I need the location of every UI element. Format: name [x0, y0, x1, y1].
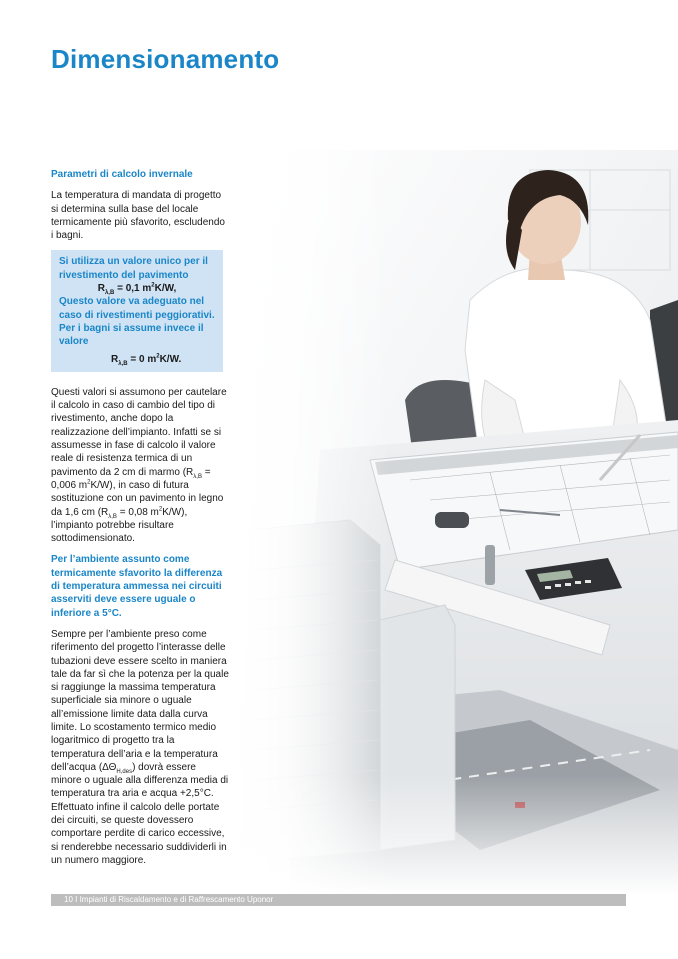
- intro-paragraph: La temperatura di mandata di progetto si determina sulla base del locale termicamente più sfavorito, escludendo i bagni.: [51, 190, 225, 242]
- callout-box: [51, 250, 223, 371]
- formula-1: $R_{\lambda,B} = 0,1$ $m^2K/W$,: [97, 282, 177, 297]
- formula-2: $R_{\lambda,B} = 0$ $m^2K/W$.: [111, 353, 182, 367]
- callout-line2: Questo valore va adeguato nel caso di rivestimenti peggiorativi. Per i bagni si assume invece il valore: [59, 296, 215, 348]
- callout-line1: Si utilizza un valore unico per il rivestimento del pavimento: [59, 256, 208, 281]
- paragraph-2: Questi valori si assumono per cautelare il calcolo in caso di cambio del tipo di rivestimento, anche dopo la realizzazione dell’impianto. Infatti se si assumesse in fase di calcolo il valore reale di resistenza termica di un pavimento da 2 cm di marmo ($R_{\lambda,B} = 0,006$ $m^2K/W$), in caso di futura sostituzione con un pavimento in legno da 1,6 cm ($R_{\lambda,B} = 0,08$ $m^2K/W$), l’impianto potrebbe risultare sottodimensionato.: [51, 386, 227, 545]
- main-text-column: [51, 168, 229, 875]
- highlight-paragraph: Per l’ambiente assunto come termicamente sfavorito la differenza di temperatura ammessa nei circuiti asserviti deve essere uguale o inferiore a 5°C.: [51, 554, 223, 619]
- photo-architect-with-model: [230, 150, 678, 895]
- footer-text: 10 I Impianti di Riscaldamento e di Raffrescamento Uponor: [64, 895, 274, 904]
- paragraph-3: Sempre per l’ambiente preso come riferimento del progetto l’interasse delle tubazioni deve essere scelto in maniera tale da far sì che la potenza per la quale si raggiunge la massima temperatura superficiale sia minore o uguale all’emissione limite data dalla curva limite. Lo scostamento termico medio logaritmico di progetto tra la temperatura dell’aria e la temperatura dell’acqua $(\Delta\Theta_{H,des})$ dovrà essere minore o uguale alla differenza media di temperatura tra aria e acqua +2,5°C. Effettuato infine il calcolo delle portate dei circuiti, se queste dovessero comportare perdite di carico eccessive, si renderebbe necessario suddividerli in un numero maggiore.: [51, 628, 229, 866]
- section-heading: Parametri di calcolo invernale: [51, 169, 193, 180]
- footer-bar: [51, 894, 626, 906]
- page-title: Dimensionamento: [51, 44, 280, 74]
